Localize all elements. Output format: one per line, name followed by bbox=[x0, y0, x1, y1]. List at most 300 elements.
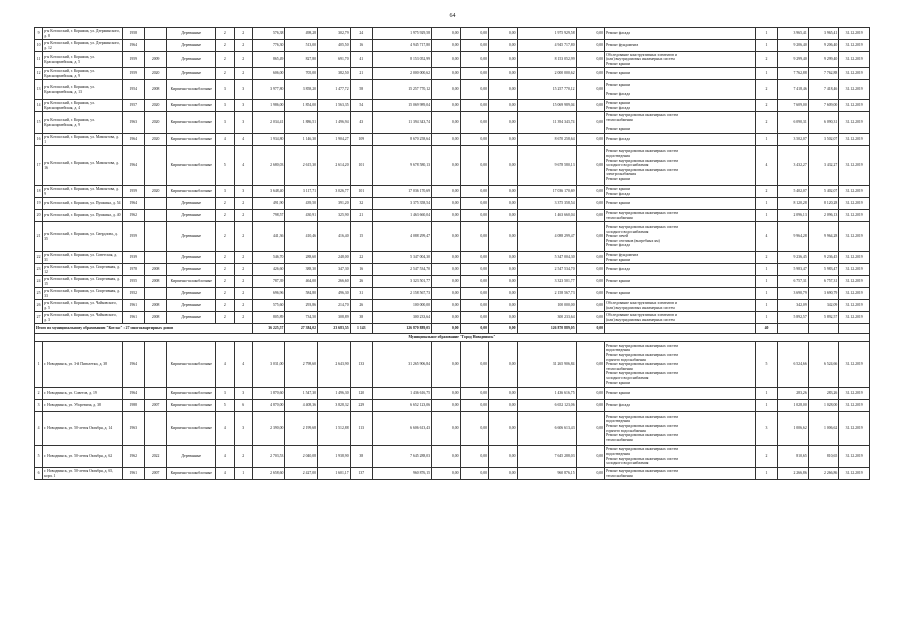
cell-address: г. Новодвинск, ул. Уборевича, д. 38 bbox=[43, 400, 122, 412]
cell-address: р-н Котласский, г. Коряжма, ул. Чайковского, д. 3 bbox=[43, 312, 122, 324]
cell-completion-date: 31.12.2019 bbox=[839, 264, 870, 276]
cell-year-built: 1962 bbox=[122, 210, 144, 222]
novodvinsk-rows bbox=[35, 342, 870, 480]
cell-cost-owners: 11 394 343,74 bbox=[517, 112, 576, 134]
cell-total-area: 3 977,80 bbox=[252, 80, 285, 100]
cell-year-built: 1959 bbox=[122, 222, 144, 252]
work-item: Ремонт внутридомовых инженерных систем bbox=[606, 423, 678, 428]
cell-cost-region: 0,00 bbox=[460, 446, 489, 468]
cell-cost-region: 0,00 bbox=[460, 146, 489, 186]
table-row bbox=[35, 264, 870, 276]
cell-living-area: 410,46 bbox=[285, 222, 318, 252]
cell-cost-fund: 0,00 bbox=[432, 288, 461, 300]
table-row bbox=[35, 468, 870, 480]
cell-wall-material: Деревянные bbox=[167, 210, 216, 222]
work-item: холодного водоснабжения bbox=[606, 163, 649, 168]
cell-cost-fund: 0,00 bbox=[432, 446, 461, 468]
cell-cost-fund: 0,00 bbox=[432, 264, 461, 276]
cell-cost-region: 0,00 bbox=[460, 210, 489, 222]
cell-completion-date: 31.12.2019 bbox=[839, 446, 870, 468]
cell-cost-other: 0,00 bbox=[576, 276, 605, 288]
cell-max-unit-cost: 810,65 bbox=[808, 446, 839, 468]
cell-cost-fund: 0,00 bbox=[432, 28, 461, 40]
cell-cost-total: 17 036 170,69 bbox=[373, 186, 432, 198]
total-cost-4: 0,00 bbox=[489, 324, 518, 334]
cell-work-count: 1 bbox=[755, 264, 777, 276]
table-row bbox=[35, 28, 870, 40]
work-item: теплоснабжения bbox=[606, 215, 633, 220]
cell-completion-date: 31.12.2019 bbox=[839, 300, 870, 312]
cell-max-unit-cost: 6 524,66 bbox=[808, 342, 839, 388]
cell-unit-cost: 2 096,13 bbox=[778, 210, 809, 222]
cell-work-count: 1 bbox=[755, 300, 777, 312]
cell-completion-date: 31.12.2019 bbox=[839, 210, 870, 222]
cell-wall-material: Деревянные bbox=[167, 40, 216, 52]
cell-wall-material: Деревянные bbox=[167, 28, 216, 40]
cell-wall-material: Деревянные bbox=[167, 312, 216, 324]
cell-year-built: 1961 bbox=[122, 312, 144, 324]
cell-cost-owners: 3 375 358,54 bbox=[517, 198, 576, 210]
cell-cost-region: 0,00 bbox=[460, 198, 489, 210]
cell-unit-cost: 342,09 bbox=[778, 300, 809, 312]
cell-year-built: 1959 bbox=[122, 186, 144, 198]
cell-cost-total: 960 876,15 bbox=[373, 468, 432, 480]
cell-wall-material: Кирпично-шлакоблочные bbox=[167, 388, 216, 400]
cell-residents: 16 bbox=[350, 264, 372, 276]
cell-apartments-area: 266,60 bbox=[318, 276, 351, 288]
table-row bbox=[35, 186, 870, 198]
work-item: Ремонт крыши bbox=[606, 176, 631, 181]
cell-wall-material: Деревянные bbox=[167, 198, 216, 210]
cell-cost-fund: 0,00 bbox=[432, 40, 461, 52]
cell-unit-cost: 3 432,27 bbox=[778, 146, 809, 186]
work-item: Ремонт печей bbox=[606, 234, 629, 239]
work-item: Ремонт крыши bbox=[606, 127, 631, 132]
cell-wall-material: Кирпично-шлакоблочные bbox=[167, 400, 216, 412]
cell-floors: 4 bbox=[216, 342, 234, 388]
cell-entrances: 2 bbox=[234, 300, 252, 312]
cell-address: г. Новодвинск, ул. 50-летия Октября, д. 62 bbox=[43, 446, 122, 468]
cell-cost-other: 0,00 bbox=[576, 412, 605, 446]
cell-floors: 2 bbox=[216, 300, 234, 312]
cell-apartments-area: 2 614,20 bbox=[318, 146, 351, 186]
work-item: холодного водоснабжения bbox=[606, 229, 649, 234]
cell-address: р-н Котласский, г. Коряжма, ул. Свердлова, д. 35 bbox=[43, 222, 122, 252]
total-area-1: 36 225,57 bbox=[252, 324, 285, 334]
cell-year-built: 1964 bbox=[122, 198, 144, 210]
work-item: Ремонт внутридомовых инженерных систем bbox=[606, 447, 678, 452]
cell-residents: 16 bbox=[350, 40, 372, 52]
cell-total-area: 3 031,00 bbox=[252, 342, 285, 388]
work-item: холодного водоснабжения bbox=[606, 461, 649, 466]
cell-cost-fund: 0,00 bbox=[432, 342, 461, 388]
cell-year-built: 1964 bbox=[122, 40, 144, 52]
work-item: водоотведения bbox=[606, 419, 630, 424]
cell-total-area: 776,30 bbox=[252, 40, 285, 52]
cell-floors: 2 bbox=[216, 288, 234, 300]
cell-year-renovated: 2022 bbox=[144, 446, 166, 468]
cell-entrances: 4 bbox=[234, 146, 252, 186]
cell-year-built: 1959 bbox=[122, 68, 144, 80]
cell-work-types bbox=[605, 222, 756, 252]
cell-work-types bbox=[605, 40, 756, 52]
work-item: Ремонт крыши bbox=[606, 257, 631, 262]
cell-cost-owners: 960 876,15 bbox=[517, 468, 576, 480]
cell-row-number: 23 bbox=[35, 264, 43, 276]
cell-apartments-area: 1 477,72 bbox=[318, 80, 351, 100]
table-row bbox=[35, 146, 870, 186]
cell-max-unit-cost: 5 402,07 bbox=[808, 186, 839, 198]
cell-work-count: 1 bbox=[755, 388, 777, 400]
cell-apartments-area: 1 601,17 bbox=[318, 468, 351, 480]
work-item: Ремонт фасада bbox=[606, 403, 630, 408]
cell-row-number: 24 bbox=[35, 276, 43, 288]
cell-address: р-н Котласский, г. Коряжма, ул. Спортивная, д. 15 bbox=[43, 276, 122, 288]
cell-total-area: 3 648,40 bbox=[252, 186, 285, 198]
cell-wall-material: Кирпично-шлакоблочные bbox=[167, 80, 216, 100]
cell-total-area: 1 934,80 bbox=[252, 134, 285, 146]
cell-completion-date: 31.12.2019 bbox=[839, 468, 870, 480]
cell-cost-region: 0,00 bbox=[460, 186, 489, 198]
cell-year-built: 1957 bbox=[122, 100, 144, 112]
cell-completion-date: 31.12.2019 bbox=[839, 68, 870, 80]
cell-wall-material: Деревянные bbox=[167, 264, 216, 276]
cell-completion-date: 31.12.2019 bbox=[839, 312, 870, 324]
cell-residents: 41 bbox=[350, 52, 372, 68]
cell-wall-material: Кирпично-шлакоблочные bbox=[167, 134, 216, 146]
cell-entrances: 2 bbox=[234, 312, 252, 324]
cell-living-area: 827,80 bbox=[285, 52, 318, 68]
cell-year-renovated: 2008 bbox=[144, 312, 166, 324]
cell-unit-cost: 6 090,31 bbox=[778, 112, 809, 134]
cell-cost-municipal: 0,00 bbox=[489, 276, 518, 288]
cell-cost-municipal: 0,00 bbox=[489, 300, 518, 312]
cell-year-renovated bbox=[144, 146, 166, 186]
cell-cost-other: 0,00 bbox=[576, 264, 605, 276]
cell-living-area: 2 040,08 bbox=[285, 446, 318, 468]
cell-max-unit-cost: 9 964,28 bbox=[808, 222, 839, 252]
cell-address: р-н Котласский, г. Коряжма, ул. Красноармейская, д. 5 bbox=[43, 52, 122, 68]
cell-residents: 133 bbox=[350, 342, 372, 388]
cell-year-renovated bbox=[144, 412, 166, 446]
cell-cost-fund: 0,00 bbox=[432, 252, 461, 264]
cell-work-count: 3 bbox=[755, 412, 777, 446]
cell-living-area: 4 408,36 bbox=[285, 400, 318, 412]
total-residents: 1 143 bbox=[350, 324, 372, 334]
cell-max-unit-cost: 5 892,57 bbox=[808, 312, 839, 324]
cell-cost-municipal: 0,00 bbox=[489, 40, 518, 52]
cell-apartments-area: 1 512,88 bbox=[318, 412, 351, 446]
cell-work-types bbox=[605, 312, 756, 324]
work-item: теплоснабжения bbox=[606, 366, 633, 371]
cell-work-types bbox=[605, 276, 756, 288]
cell-cost-other: 0,00 bbox=[576, 300, 605, 312]
cell-work-count: 1 bbox=[755, 312, 777, 324]
cell-cost-region: 0,00 bbox=[460, 252, 489, 264]
cell-residents: 229 bbox=[350, 400, 372, 412]
cell-living-area: 3 117,71 bbox=[285, 186, 318, 198]
cell-address: г. Новодвинск, ул. Советов, д. 19 bbox=[43, 388, 122, 400]
work-item: Ремонт внутридомовых инженерных систем bbox=[606, 468, 678, 473]
cell-cost-owners: 2 158 567,73 bbox=[517, 288, 576, 300]
cell-work-count: 2 bbox=[755, 446, 777, 468]
cell-max-unit-cost: 6 090,31 bbox=[808, 112, 839, 134]
cell-living-area: 288,60 bbox=[285, 252, 318, 264]
cell-max-unit-cost: 3 965,41 bbox=[808, 28, 839, 40]
work-item: Ремонт внутридомовых инженерных систем bbox=[606, 456, 678, 461]
cell-wall-material: Деревянные bbox=[167, 68, 216, 80]
cell-cost-total: 2 547 534,70 bbox=[373, 264, 432, 276]
cell-total-area: 441,36 bbox=[252, 222, 285, 252]
cell-living-area: 464,00 bbox=[285, 276, 318, 288]
cell-cost-total: 4 945 717,80 bbox=[373, 40, 432, 52]
cell-apartments-area: 2 643,90 bbox=[318, 342, 351, 388]
work-item: Ремонт внутридомовых инженерных систем bbox=[606, 414, 678, 419]
work-item: Ремонт фундамента bbox=[606, 252, 639, 257]
cell-floors: 2 bbox=[216, 28, 234, 40]
cell-cost-municipal: 0,00 bbox=[489, 68, 518, 80]
cell-completion-date: 31.12.2019 bbox=[839, 222, 870, 252]
cell-unit-cost: 810,65 bbox=[778, 446, 809, 468]
cell-cost-region: 0,00 bbox=[460, 52, 489, 68]
cell-cost-fund: 0,00 bbox=[432, 468, 461, 480]
section-row bbox=[35, 334, 870, 342]
cell-wall-material: Деревянные bbox=[167, 252, 216, 264]
work-item: Ремонт внутридомовых инженерных систем bbox=[606, 362, 678, 367]
cell-cost-owners: 2 000 000,62 bbox=[517, 68, 576, 80]
cell-cost-municipal: 0,00 bbox=[489, 342, 518, 388]
cell-floors: 3 bbox=[216, 388, 234, 400]
cell-completion-date: 31.12.2019 bbox=[839, 40, 870, 52]
cell-cost-fund: 0,00 bbox=[432, 300, 461, 312]
work-item: теплоснабжения bbox=[606, 117, 633, 122]
table-row bbox=[35, 400, 870, 412]
cell-address: р-н Котласский, г. Коряжма, ул. Советская, д. 31 bbox=[43, 252, 122, 264]
cell-entrances: 6 bbox=[234, 400, 252, 412]
cell-row-number: 27 bbox=[35, 312, 43, 324]
cell-unit-cost: 5 983,47 bbox=[778, 264, 809, 276]
cell-cost-other: 0,00 bbox=[576, 198, 605, 210]
work-item: холодного водоснабжения bbox=[606, 375, 649, 380]
cell-year-built: 1964 bbox=[122, 134, 144, 146]
cell-row-number: 19 bbox=[35, 198, 43, 210]
cell-floors: 2 bbox=[216, 312, 234, 324]
cell-cost-total: 8 153 052,99 bbox=[373, 52, 432, 68]
cell-year-renovated bbox=[144, 210, 166, 222]
cell-cost-municipal: 0,00 bbox=[489, 400, 518, 412]
cell-year-built: 1954 bbox=[122, 80, 144, 100]
cell-floors: 2 bbox=[216, 52, 234, 68]
table-row bbox=[35, 388, 870, 400]
cell-work-types bbox=[605, 412, 756, 446]
cell-cost-total: 2 158 567,73 bbox=[373, 288, 432, 300]
cell-row-number: 9 bbox=[35, 28, 43, 40]
cell-wall-material: Кирпично-шлакоблочные bbox=[167, 100, 216, 112]
section-title: Муниципальное образование "Город Новодвинск" bbox=[35, 334, 870, 342]
cell-cost-total: 100 000,00 bbox=[373, 300, 432, 312]
cell-floors: 4 bbox=[216, 134, 234, 146]
cell-max-unit-cost: 342,09 bbox=[808, 300, 839, 312]
cell-cost-other: 0,00 bbox=[576, 146, 605, 186]
cell-address: р-н Котласский, г. Коряжма, ул. Дзержинского, д. 8 bbox=[43, 28, 122, 40]
cell-cost-municipal: 0,00 bbox=[489, 252, 518, 264]
cell-address: р-н Котласский, г. Коряжма, ул. Красноармейская, д. 9 bbox=[43, 68, 122, 80]
cell-residents: 38 bbox=[350, 312, 372, 324]
cell-cost-municipal: 0,00 bbox=[489, 312, 518, 324]
cell-work-types bbox=[605, 468, 756, 480]
cell-work-types bbox=[605, 80, 756, 100]
work-item: Ремонт внутридомовых инженерных систем bbox=[606, 343, 678, 348]
cell-cost-total: 15 069 989,04 bbox=[373, 100, 432, 112]
cell-living-area: 1 146,30 bbox=[285, 134, 318, 146]
cell-completion-date: 31.12.2019 bbox=[839, 80, 870, 100]
cell-entrances: 2 bbox=[234, 68, 252, 80]
work-item: водоотведения bbox=[606, 451, 630, 456]
table-row bbox=[35, 134, 870, 146]
cell-living-area: 430,91 bbox=[285, 210, 318, 222]
cell-cost-owners: 300 233,64 bbox=[517, 312, 576, 324]
work-item: Ремонт фасада bbox=[606, 267, 630, 272]
cell-cost-owners: 6 652 123,06 bbox=[517, 400, 576, 412]
cell-completion-date: 31.12.2019 bbox=[839, 134, 870, 146]
cell-living-area: 2 798,60 bbox=[285, 342, 318, 388]
cell-total-area: 1 986,00 bbox=[252, 100, 285, 112]
cell-wall-material: Кирпично-шлакоблочные bbox=[167, 112, 216, 134]
kotlas-rows bbox=[35, 28, 870, 324]
cell-max-unit-cost: 6 757,31 bbox=[808, 276, 839, 288]
cell-cost-owners: 100 000,00 bbox=[517, 300, 576, 312]
cell-cost-total: 15 257 770,12 bbox=[373, 80, 432, 100]
cell-row-number: 1 bbox=[35, 342, 43, 388]
cell-max-unit-cost: 3 432,27 bbox=[808, 146, 839, 186]
cell-year-renovated: 2020 bbox=[144, 134, 166, 146]
cell-row-number: 11 bbox=[35, 52, 43, 68]
cell-apartments-area: 1 904,27 bbox=[318, 134, 351, 146]
cell-cost-region: 0,00 bbox=[460, 112, 489, 134]
cell-row-number: 14 bbox=[35, 100, 43, 112]
cell-entrances: 2 bbox=[234, 52, 252, 68]
cell-completion-date: 31.12.2019 bbox=[839, 388, 870, 400]
cell-wall-material: Деревянные bbox=[167, 222, 216, 252]
cell-floors: 2 bbox=[216, 210, 234, 222]
work-item: Обследование конструктивных элементов и bbox=[606, 312, 677, 317]
cell-work-types bbox=[605, 112, 756, 134]
cell-cost-region: 0,00 bbox=[460, 222, 489, 252]
cell-floors: 5 bbox=[216, 400, 234, 412]
cell-completion-date: 31.12.2019 bbox=[839, 198, 870, 210]
cell-cost-fund: 0,00 bbox=[432, 134, 461, 146]
cell-cost-region: 0,00 bbox=[460, 100, 489, 112]
cell-living-area: 2 199,68 bbox=[285, 412, 318, 446]
cell-cost-region: 0,00 bbox=[460, 40, 489, 52]
work-item: Ремонт внутридомовых инженерных систем bbox=[606, 225, 678, 230]
cell-row-number: 16 bbox=[35, 134, 43, 146]
cell-cost-municipal: 0,00 bbox=[489, 288, 518, 300]
cell-cost-other: 0,00 bbox=[576, 28, 605, 40]
work-item: (или) внутридомовых инженерных систем bbox=[606, 305, 675, 310]
cell-cost-region: 0,00 bbox=[460, 276, 489, 288]
cell-cost-other: 0,00 bbox=[576, 252, 605, 264]
cell-living-area: 734,50 bbox=[285, 312, 318, 324]
cell-total-area: 576,38 bbox=[252, 28, 285, 40]
cell-cost-region: 0,00 bbox=[460, 388, 489, 400]
cell-work-count: 2 bbox=[755, 52, 777, 68]
cell-cost-other: 0,00 bbox=[576, 342, 605, 388]
cell-year-built: 1988 bbox=[122, 400, 144, 412]
cell-max-unit-cost: 8 120,28 bbox=[808, 198, 839, 210]
cell-cost-municipal: 0,00 bbox=[489, 112, 518, 134]
cell-living-area: 705,00 bbox=[285, 68, 318, 80]
table-row bbox=[35, 112, 870, 134]
work-item: Ремонт септиков (выгребных ям) bbox=[606, 238, 660, 243]
cell-row-number: 4 bbox=[35, 412, 43, 446]
cell-address: г. Новодвинск, ул. 50-летия Октября, д. 65, корп. 1 bbox=[43, 468, 122, 480]
cell-year-built: 1952 bbox=[122, 288, 144, 300]
work-item: Ремонт крыши bbox=[606, 291, 631, 296]
cell-cost-region: 0,00 bbox=[460, 288, 489, 300]
cell-living-area: 388,30 bbox=[285, 264, 318, 276]
work-item: Ремонт фасада bbox=[606, 191, 630, 196]
cell-work-types bbox=[605, 198, 756, 210]
cell-cost-total: 31 265 906,84 bbox=[373, 342, 432, 388]
cell-year-renovated: 2008 bbox=[144, 276, 166, 288]
cell-address: р-н Котласский, г. Коряжма, ул. Красноармейская, д. 4 bbox=[43, 100, 122, 112]
cell-total-area: 575,60 bbox=[252, 300, 285, 312]
cell-work-count: 1 bbox=[755, 400, 777, 412]
cell-work-count: 1 bbox=[755, 68, 777, 80]
cell-cost-region: 0,00 bbox=[460, 400, 489, 412]
work-item: Ремонт внутридомовых инженерных систем bbox=[606, 158, 678, 163]
cell-completion-date: 31.12.2019 bbox=[839, 146, 870, 186]
cell-entrances: 3 bbox=[234, 388, 252, 400]
cell-cost-municipal: 0,00 bbox=[489, 198, 518, 210]
cell-floors: 2 bbox=[216, 198, 234, 210]
cell-residents: 43 bbox=[350, 112, 372, 134]
cell-living-area: 2 615,30 bbox=[285, 146, 318, 186]
cell-address: р-н Котласский, г. Коряжма, ул. Мамонтова, д. 1 bbox=[43, 134, 122, 146]
cell-unit-cost: 6 757,31 bbox=[778, 276, 809, 288]
cell-address: р-н Котласский, г. Коряжма, ул. Красноармейская, д. 9 bbox=[43, 112, 122, 134]
cell-floors: 2 bbox=[216, 68, 234, 80]
page-number: 64 bbox=[449, 13, 456, 19]
cell-cost-municipal: 0,00 bbox=[489, 100, 518, 112]
cell-year-renovated: 2020 bbox=[144, 186, 166, 198]
cell-cost-municipal: 0,00 bbox=[489, 210, 518, 222]
cell-cost-other: 0,00 bbox=[576, 134, 605, 146]
cell-completion-date: 31.12.2019 bbox=[839, 100, 870, 112]
cell-work-count: 1 bbox=[755, 198, 777, 210]
cell-unit-cost: 9 964,28 bbox=[778, 222, 809, 252]
cell-residents: 15 bbox=[350, 222, 372, 252]
cell-year-built: 1964 bbox=[122, 388, 144, 400]
work-item: Ремонт крыши bbox=[606, 71, 631, 76]
cell-max-unit-cost: 3 502,07 bbox=[808, 134, 839, 146]
cell-living-area: 584,80 bbox=[285, 288, 318, 300]
cell-completion-date: 31.12.2019 bbox=[839, 276, 870, 288]
cell-cost-municipal: 0,00 bbox=[489, 412, 518, 446]
table-row bbox=[35, 446, 870, 468]
cell-max-unit-cost: 2 266,86 bbox=[808, 468, 839, 480]
cell-cost-other: 0,00 bbox=[576, 68, 605, 80]
cell-max-unit-cost: 3 690,79 bbox=[808, 288, 839, 300]
cell-floors: 2 bbox=[216, 264, 234, 276]
cell-cost-other: 0,00 bbox=[576, 388, 605, 400]
cell-cost-municipal: 0,00 bbox=[489, 446, 518, 468]
cell-max-unit-cost: 7 418,46 bbox=[808, 80, 839, 100]
work-item: (или) внутридомовых инженерных систем bbox=[606, 317, 675, 322]
cell-unit-cost: 283,26 bbox=[778, 388, 809, 400]
work-item: Ремонт внутридомовых инженерных систем bbox=[606, 113, 678, 118]
